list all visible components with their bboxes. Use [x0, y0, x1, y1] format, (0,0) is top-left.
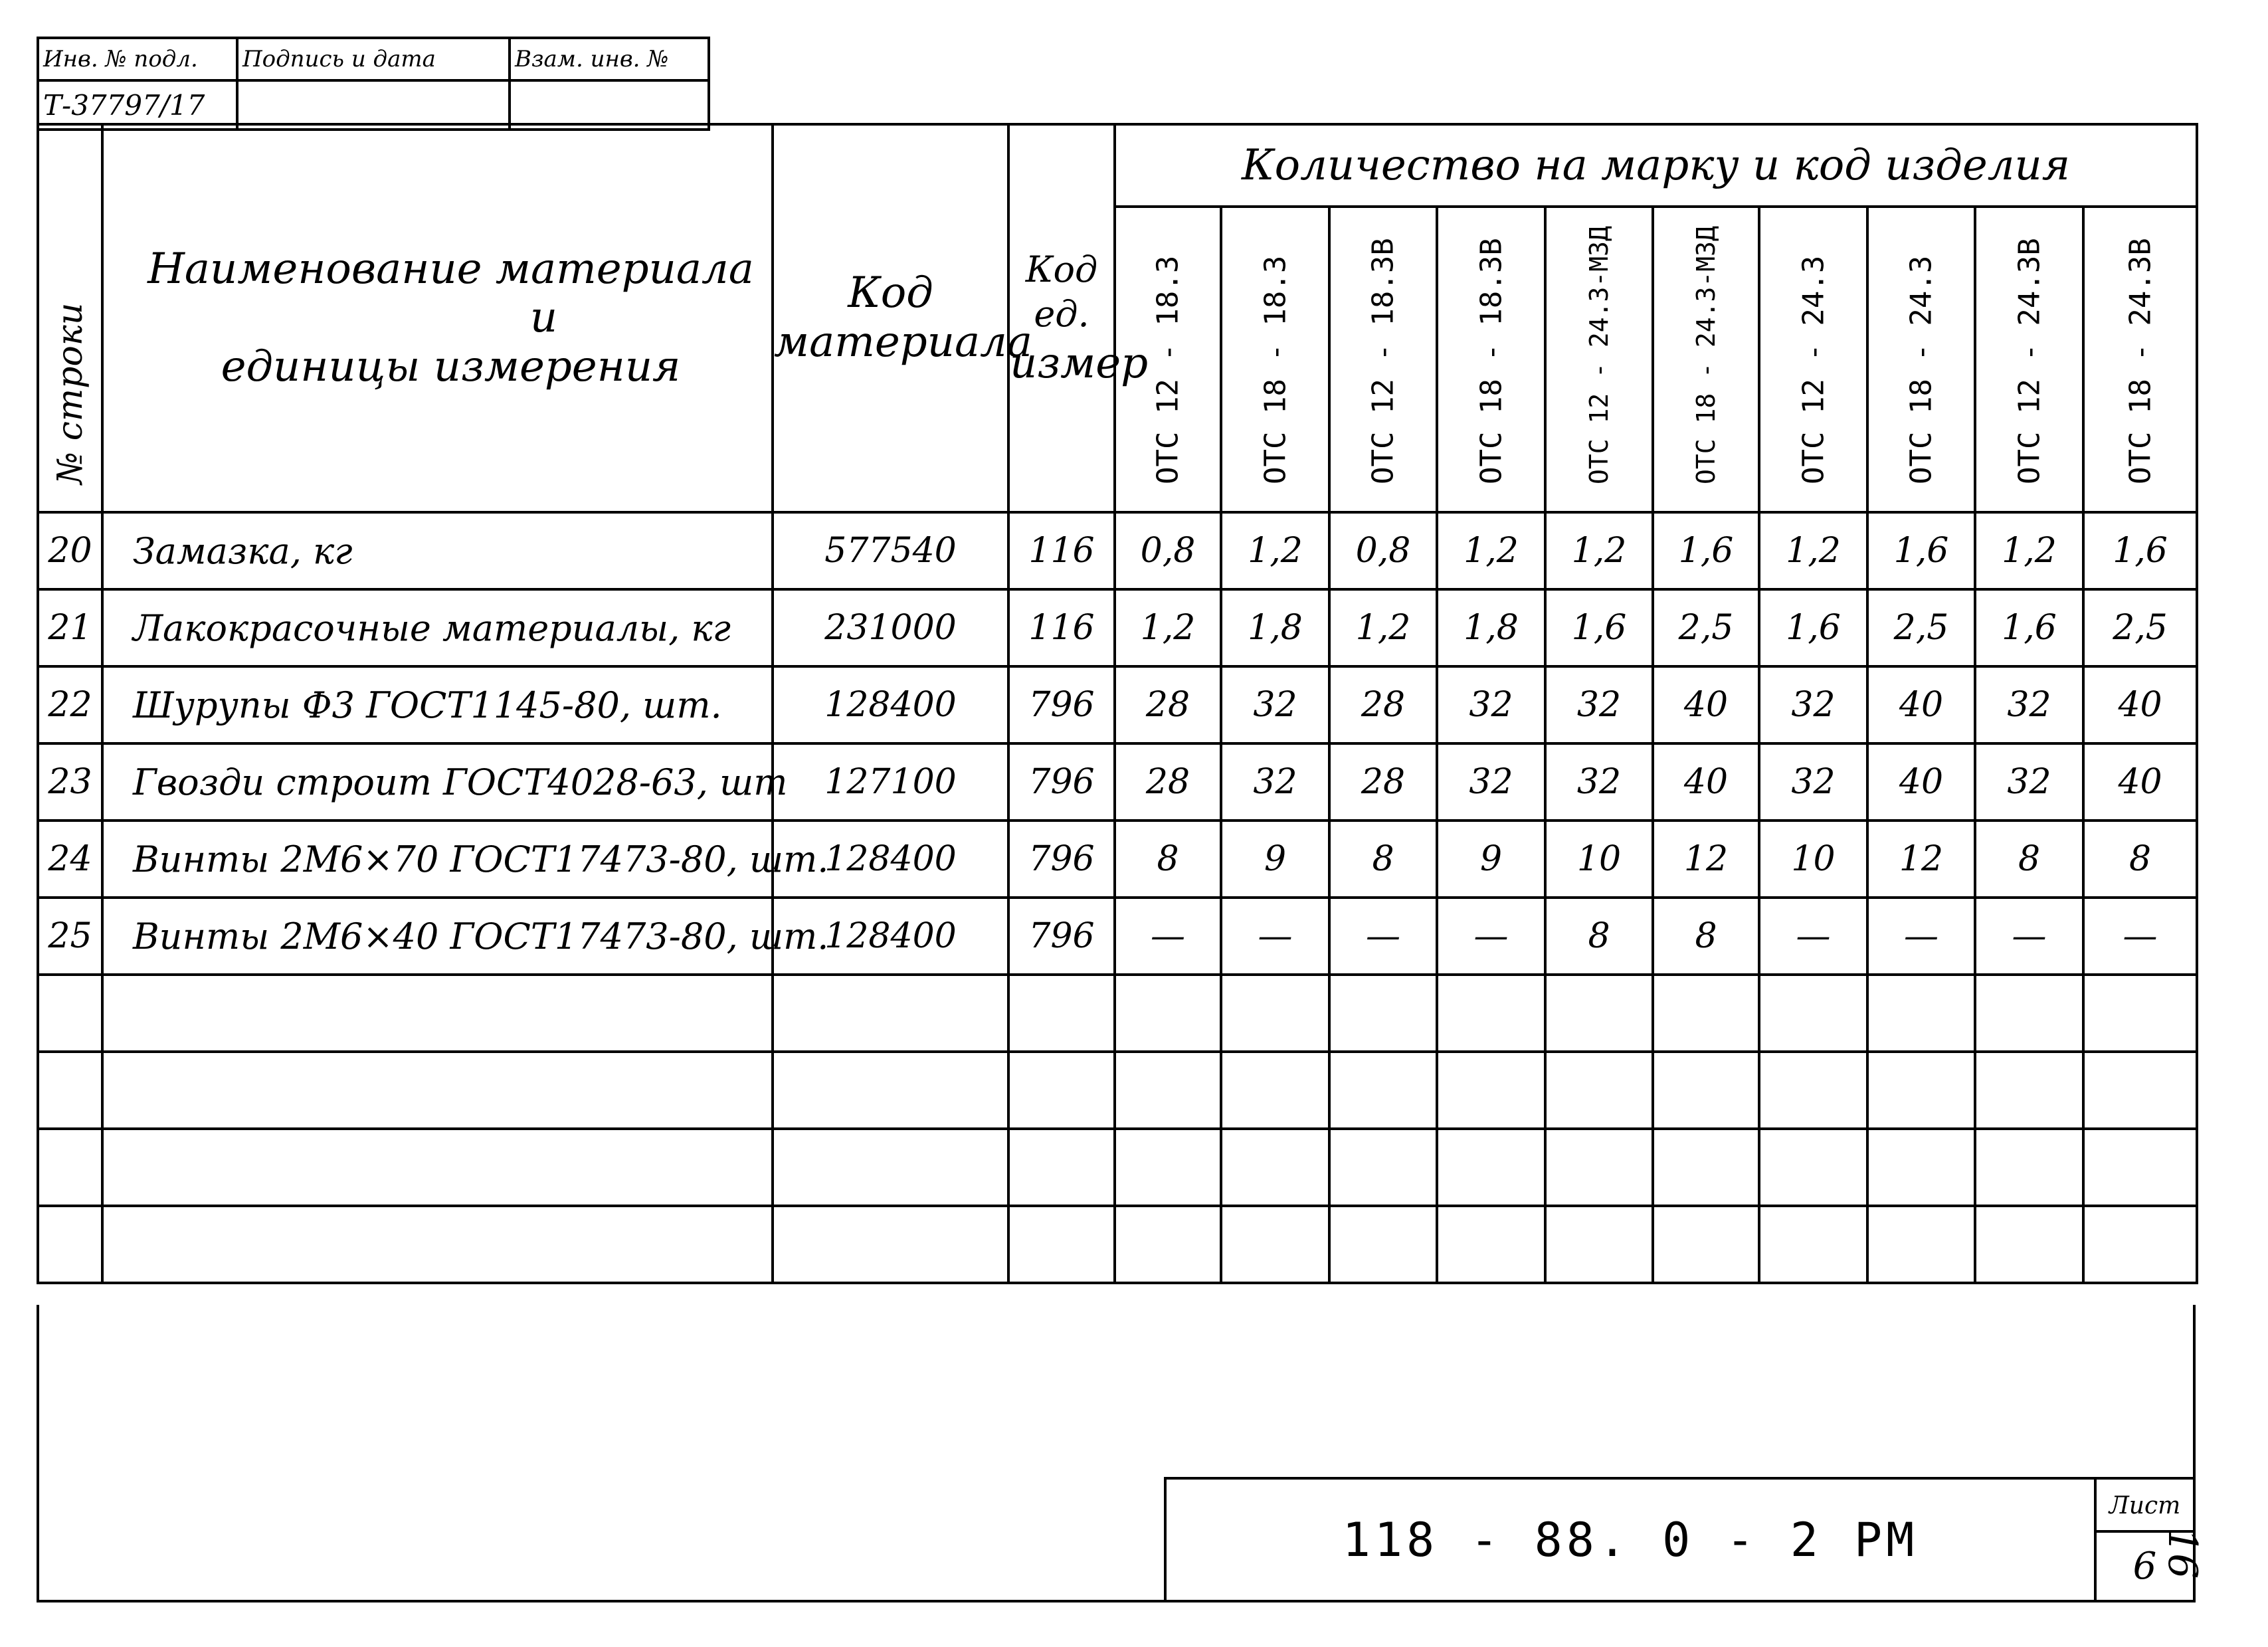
header-code-line-2: материала: [774, 318, 1033, 367]
header-unit-line-2: ед.: [1034, 293, 1089, 335]
header-mark-7: ОТС 12 - 24.3: [1759, 207, 1867, 512]
qty-cell: 28: [1329, 743, 1437, 821]
materials-table: [37, 123, 2198, 1284]
qty-cell: 40: [1653, 666, 1759, 743]
qty-cell: 32: [1221, 666, 1329, 743]
qty-cell: —: [1437, 898, 1545, 975]
qty-cell: 1,2: [1329, 589, 1437, 666]
qty-cell: 1,6: [1545, 589, 1653, 666]
header-name-line-3: единицы измерения: [221, 341, 681, 391]
material-code: 127100: [773, 743, 1008, 821]
sheet-number: 6: [2132, 1545, 2157, 1588]
qty-cell: 28: [1115, 666, 1221, 743]
qty-cell: 40: [1867, 743, 1975, 821]
qty-cell: 8: [1329, 821, 1437, 898]
row-number: 22: [38, 666, 102, 743]
stamp-header-signature: Подпись и дата: [237, 38, 510, 80]
material-code: 128400: [773, 821, 1008, 898]
table-row: [38, 589, 2197, 666]
qty-cell: 8: [1115, 821, 1221, 898]
unit-code: 796: [1008, 743, 1115, 821]
qty-cell: 1,6: [1867, 512, 1975, 589]
header-mark-3: ОТС 12 - 18.3В: [1329, 207, 1437, 512]
title-block: [1164, 1477, 2196, 1602]
qty-cell: 2,5: [2083, 589, 2197, 666]
qty-cell: 28: [1329, 666, 1437, 743]
header-unit-line-3: измер: [1010, 338, 1149, 388]
header-material-name: [102, 124, 773, 512]
material-name: Винты 2М6×40 ГОСТ17473-80, шт.: [102, 898, 773, 975]
qty-cell: —: [1115, 898, 1221, 975]
qty-cell: 32: [1759, 666, 1867, 743]
material-name: Замазка, кг: [102, 512, 773, 589]
header-mark-2: ОТС 18 - 18.3: [1221, 207, 1329, 512]
header-material-code: [773, 124, 1033, 512]
qty-cell: 32: [1437, 666, 1545, 743]
qty-cell: 1,8: [1437, 589, 1545, 666]
qty-cell: 12: [1653, 821, 1759, 898]
qty-cell: 8: [1545, 898, 1653, 975]
qty-cell: 2,5: [1867, 589, 1975, 666]
header-mark-6: ОТС 18 - 24.3-М3Д: [1653, 207, 1759, 512]
qty-cell: —: [1975, 898, 2083, 975]
material-name: Гвозди строит ГОСТ4028-63, шт: [102, 743, 773, 821]
qty-cell: 32: [1759, 743, 1867, 821]
qty-cell: 1,6: [1653, 512, 1759, 589]
empty-row: [38, 1052, 2197, 1129]
qty-cell: —: [2083, 898, 2197, 975]
stamp-header-replace: Взам. инв. №: [510, 38, 709, 80]
qty-cell: —: [1221, 898, 1329, 975]
qty-cell: 32: [1975, 666, 2083, 743]
qty-cell: 1,2: [1759, 512, 1867, 589]
material-code: 128400: [773, 898, 1008, 975]
header-mark-8: ОТС 18 - 24.3: [1867, 207, 1975, 512]
header-mark-10: ОТС 18 - 24.3В: [2083, 207, 2197, 512]
header-unit-line-1: Код: [1025, 248, 1098, 290]
unit-code: 796: [1008, 898, 1115, 975]
row-number: 21: [38, 589, 102, 666]
stamp-replace-value: [510, 80, 709, 130]
qty-cell: 1,2: [1221, 512, 1329, 589]
qty-cell: 10: [1545, 821, 1653, 898]
qty-cell: 1,2: [1437, 512, 1545, 589]
table-row: [38, 821, 2197, 898]
header-mark-5: ОТС 12 - 24.3-М3Д: [1545, 207, 1653, 512]
qty-cell: 1,2: [1115, 589, 1221, 666]
qty-cell: 32: [1545, 666, 1653, 743]
row-number: 25: [38, 898, 102, 975]
qty-cell: 1,2: [1545, 512, 1653, 589]
qty-cell: 9: [1221, 821, 1329, 898]
row-number: 23: [38, 743, 102, 821]
unit-code: 116: [1008, 512, 1115, 589]
stamp-inv-value: Т-37797/17: [38, 80, 237, 130]
qty-cell: 0,8: [1115, 512, 1221, 589]
header-code-line-1: Код: [848, 268, 933, 318]
header-mark-4: ОТС 18 - 18.3В: [1437, 207, 1545, 512]
qty-cell: 2,5: [1653, 589, 1759, 666]
qty-cell: —: [1759, 898, 1867, 975]
unit-code: 116: [1008, 589, 1115, 666]
qty-cell: 1,2: [1975, 512, 2083, 589]
document-number: 118 - 88. 0 - 2 РМ: [1167, 1480, 2097, 1600]
qty-cell: 8: [2083, 821, 2197, 898]
qty-cell: 8: [1653, 898, 1759, 975]
material-code: 128400: [773, 666, 1008, 743]
qty-cell: 32: [1545, 743, 1653, 821]
qty-cell: 40: [2083, 666, 2197, 743]
material-name: Винты 2М6×70 ГОСТ17473-80, шт.: [102, 821, 773, 898]
qty-cell: 32: [1221, 743, 1329, 821]
material-name: Шурупы Ф3 ГОСТ1145-80, шт.: [102, 666, 773, 743]
qty-cell: 1,6: [1975, 589, 2083, 666]
header-mark-9: ОТС 12 - 24.3В: [1975, 207, 2083, 512]
stamp-signature-value: [237, 80, 510, 130]
unit-code: 796: [1008, 821, 1115, 898]
row-number: 24: [38, 821, 102, 898]
qty-cell: 40: [1653, 743, 1759, 821]
qty-cell: 9: [1437, 821, 1545, 898]
qty-cell: 32: [1437, 743, 1545, 821]
header-row-number: № строки: [38, 124, 102, 512]
table-row: [38, 743, 2197, 821]
qty-cell: 10: [1759, 821, 1867, 898]
empty-row: [38, 975, 2197, 1052]
qty-cell: 1,6: [1759, 589, 1867, 666]
qty-cell: 12: [1867, 821, 1975, 898]
qty-cell: —: [1867, 898, 1975, 975]
table-row: [38, 666, 2197, 743]
qty-cell: 1,8: [1221, 589, 1329, 666]
material-name: Лакокрасочные материалы, кг: [102, 589, 773, 666]
material-code: 231000: [773, 589, 1008, 666]
side-page-number: 16: [2159, 1528, 2206, 1579]
qty-cell: 0,8: [1329, 512, 1437, 589]
row-number: 20: [38, 512, 102, 589]
sheet-label: Лист: [2097, 1480, 2193, 1533]
qty-cell: 40: [1867, 666, 1975, 743]
header-quantity-title: Количество на марку и код изделия: [1115, 124, 2197, 207]
header-name-line-1: Наименование материала: [147, 244, 754, 294]
qty-cell: 40: [2083, 743, 2197, 821]
unit-code: 796: [1008, 666, 1115, 743]
qty-cell: 28: [1115, 743, 1221, 821]
table-row: [38, 898, 2197, 975]
qty-cell: —: [1329, 898, 1437, 975]
header-name-line-2: и: [529, 293, 558, 343]
stamp-header-inv: Инв. № подл.: [38, 38, 237, 80]
qty-cell: 32: [1975, 743, 2083, 821]
qty-cell: 8: [1975, 821, 2083, 898]
material-code: 577540: [773, 512, 1008, 589]
empty-row: [38, 1206, 2197, 1283]
header-mark-1: ОТС 12 - 18.3: [1115, 207, 1221, 512]
table-row: [38, 512, 2197, 589]
approval-stamp: [37, 37, 710, 131]
qty-cell: 1,6: [2083, 512, 2197, 589]
empty-row: [38, 1129, 2197, 1206]
